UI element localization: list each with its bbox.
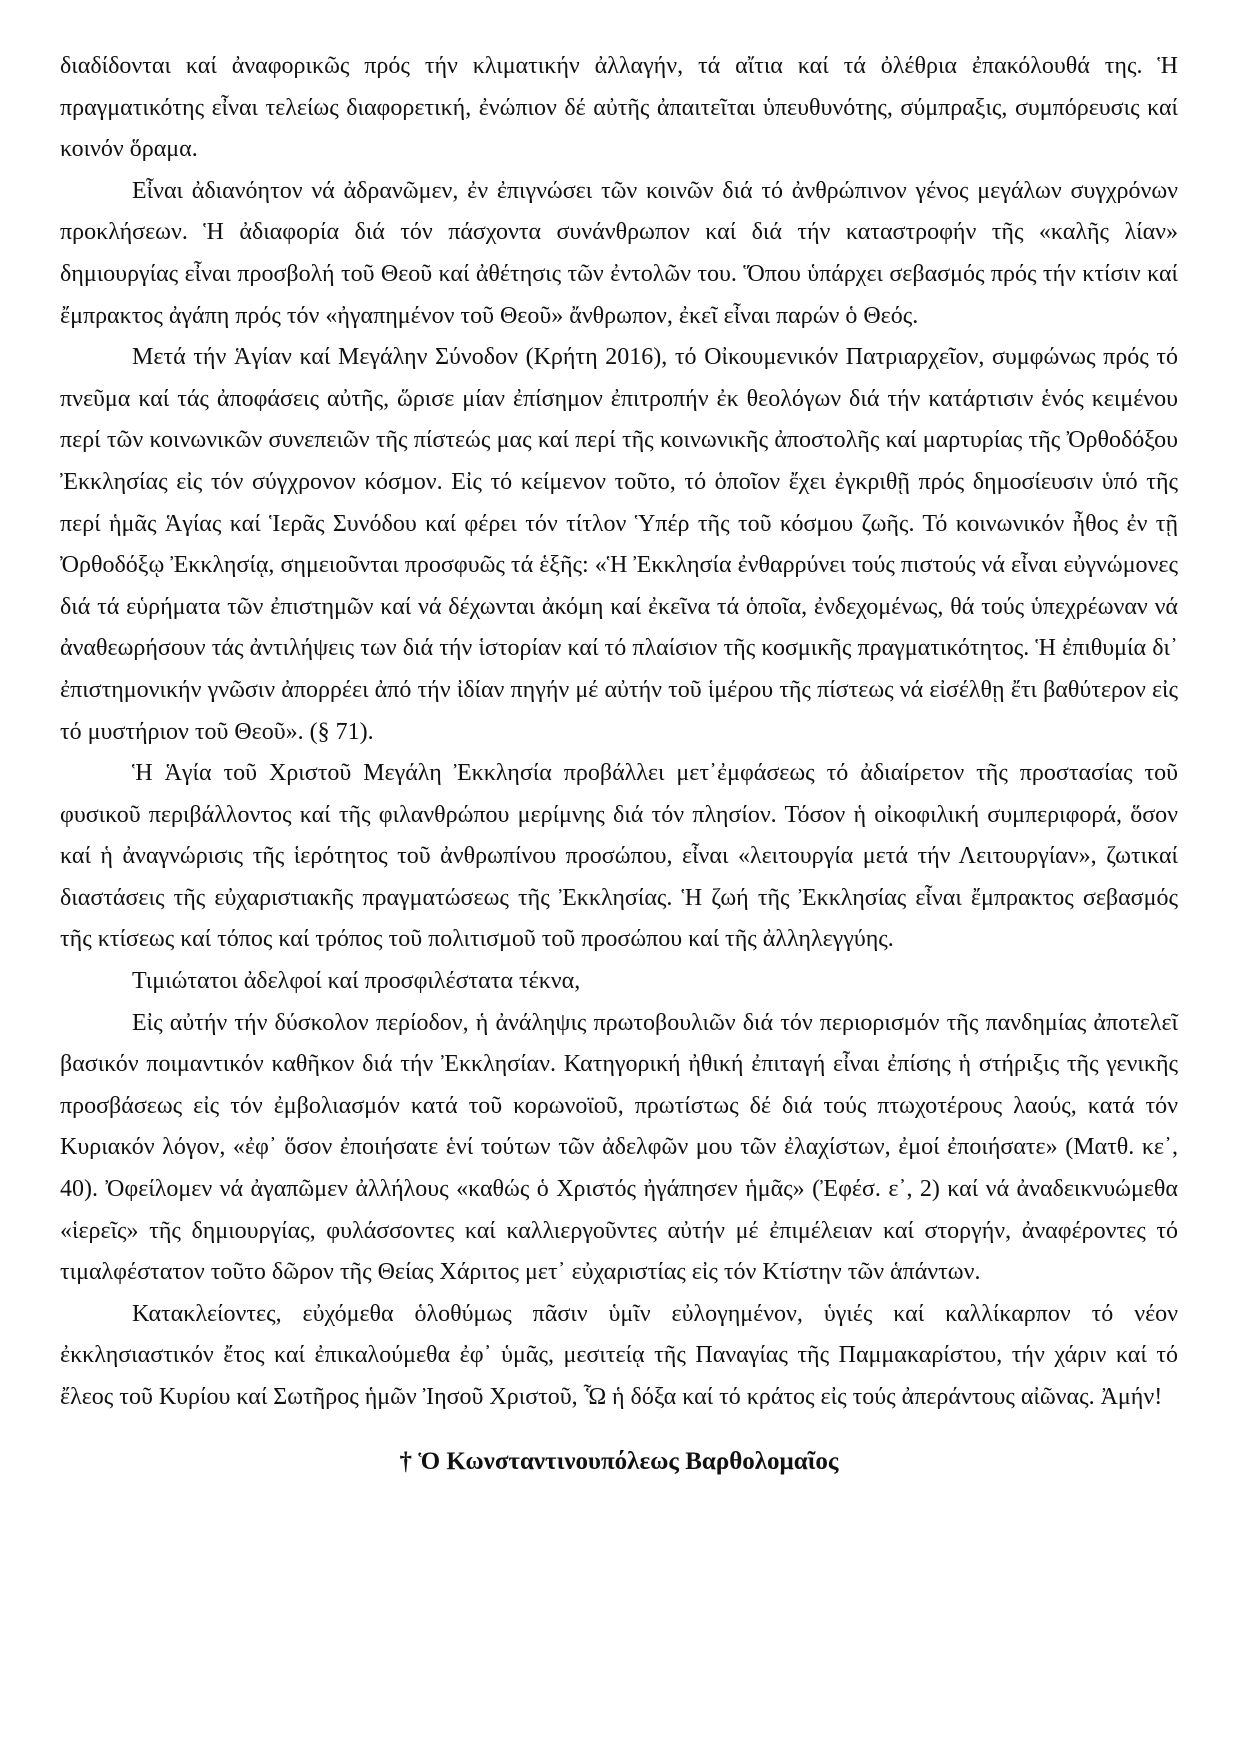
document-page: [60, 46, 1178, 1482]
paragraph-synod-document: Μετά τήν Ἁγίαν καί Μεγάλην Σύνοδον (Κρήτη 2016), τό Οἰκουμενικόν Πατριαρχεῖον, συμφώνως πρός τό πνεῦμα καί τάς ἀποφάσεις αὐτῆς, ὥρισε μίαν ἐπίσημον ἐπιτροπήν ἐκ θεολόγων διά τήν κατάρτισιν ἑνός κειμένου περί τῶν κοινωνικῶν συνεπειῶν τῆς πίστεώς μας καί περί τῆς κοινωνικῆς ἀποστολῆς καί μαρτυρίας τῆς Ὀρθοδόξου Ἐκκλησίας εἰς τόν σύγχρονον κόσμον. Εἰς τό κείμενον τοῦτο, τό ὁποῖον ἔχει ἐγκριθῇ πρός δημοσίευσιν ὑπό τῆς περί ἡμᾶς Ἁγίας καί Ἱερᾶς Συνόδου καί φέρει τόν τίτλον Ὑπέρ τῆς τοῦ κόσμου ζωῆς. Τό κοινωνικόν ἦθος ἐν τῇ Ὀρθοδόξῳ Ἐκκλησίᾳ, σημειοῦνται προσφυῶς τά ἑξῆς: «Ἡ Ἐκκλησία ἐνθαρρύνει τούς πιστούς νά εἶναι εὐγνώμονες διά τά εὑρήματα τῶν ἐπιστημῶν καί νά δέχωνται ἀκόμη καί ἐκεῖνα τά ὁποῖα, ἐνδεχομένως, θά τούς ὑπεχρέωναν νά ἀναθεωρήσουν τάς ἀντιλήψεις των διά τήν ἱστορίαν καί τό πλαίσιον τῆς κοσμικῆς πραγματικότητος. Ἡ ἐπιθυμία δι᾽ ἐπιστημονικήν γνῶσιν ἀπορρέει ἀπό τήν ἰδίαν πηγήν μέ αὐτήν τοῦ ἱμέρου τῆς πίστεως νά εἰσέλθῃ ἔτι βαθύτερον εἰς τό μυστήριον τοῦ Θεοῦ». (§ 71).: [60, 344, 1178, 745]
paragraph-continuation: διαδίδονται καί ἀναφορικῶς πρός τήν κλιματικήν ἀλλαγήν, τά αἴτια καί τά ὀλέθρια ἐπακόλουθά της. Ἡ πραγματικότης εἶναι τελείως διαφορετική, ἐνώπιον δέ αὐτῆς ἀπαιτεῖται ὑπευθυνότης, σύμπραξις, συμπόρευσις καί κοινόν ὅραμα.: [60, 53, 1178, 163]
paragraph-pandemic: Εἰς αὐτήν τήν δύσκολον περίοδον, ἡ ἀνάληψις πρωτοβουλιῶν διά τόν περιορισμόν τῆς πανδημίας ἀποτελεῖ βασικόν ποιμαντικόν καθῆκον διά τήν Ἐκκλησίαν. Κατηγορική ἠθική ἐπιταγή εἶναι ἐπίσης ἡ στήριξις τῆς γενικῆς προσβάσεως εἰς τόν ἐμβολιασμόν κατά τοῦ κορωνοϊοῦ, πρωτίστως δέ διά τούς πτωχοτέρους λαούς, κατά τόν Κυριακόν λόγον, «ἐφ᾽ ὅσον ἐποιήσατε ἑνί τούτων τῶν ἀδελφῶν μου τῶν ἐλαχίστων, ἐμοί ἐποιήσατε» (Ματθ. κε᾽, 40). Ὀφείλομεν νά ἀγαπῶμεν ἀλλήλους «καθώς ὁ Χριστός ἠγάπησεν ἡμᾶς» (Ἐφέσ. ε᾽, 2) καί νά ἀναδεικνυώμεθα «ἱερεῖς» τῆς δημιουργίας, φυλάσσοντες καί καλλιεργοῦντες αὐτήν μέ ἐπιμέλειαν καί στοργήν, ἀναφέροντες τό τιμαλφέστατον τοῦτο δῶρον τῆς Θείας Χάριτος μετ᾽ εὐχαριστίας εἰς τόν Κτίστην τῶν ἁπάντων.: [60, 1009, 1178, 1286]
paragraph-inaction: Εἶναι ἀδιανόητον νά ἀδρανῶμεν, ἐν ἐπιγνώσει τῶν κοινῶν διά τό ἀνθρώπινον γένος μεγάλων συγχρόνων προκλήσεων. Ἡ ἀδιαφορία διά τόν πάσχοντα συνάνθρωπον καί διά τήν καταστροφήν τῆς «καλῆς λίαν» δημιουργίας εἶναι προσβολή τοῦ Θεοῦ καί ἀθέτησις τῶν ἐντολῶν του. Ὅπου ὑπάρχει σεβασμός πρός τήν κτίσιν καί ἔμπρακτος ἀγάπη πρός τόν «ἠγαπημένον τοῦ Θεοῦ» ἄνθρωπον, ἐκεῖ εἶναι παρών ὁ Θεός.: [60, 177, 1178, 329]
signature: † Ὁ Κωνσταντινουπόλεως Βαρθολομαῖος: [399, 1447, 839, 1475]
paragraph-environment: Ἡ Ἁγία τοῦ Χριστοῦ Μεγάλη Ἐκκλησία προβάλλει μετ᾽ἐμφάσεως τό ἀδιαίρετον τῆς προστασίας τοῦ φυσικοῦ περιβάλλοντος καί τῆς φιλανθρώπου μερίμνης διά τόν πλησίον. Τόσον ἡ οἰκοφιλική συμπεριφορά, ὅσον καί ἡ ἀναγνώρισις τῆς ἱερότητος τοῦ ἀνθρωπίνου προσώπου, εἶναι «λειτουργία μετά τήν Λειτουργίαν», ζωτικαί διαστάσεις τῆς εὐχαριστιακῆς πραγματώσεως τῆς Ἐκκλησίας. Ἡ ζωή τῆς Ἐκκλησίας εἶναι ἔμπρακτος σεβασμός τῆς κτίσεως καί τόπος καί τρόπος τοῦ πολιτισμοῦ τοῦ προσώπου καί τῆς ἀλληλεγγύης.: [60, 760, 1178, 953]
paragraph-salutation: Τιμιώτατοι ἀδελφοί καί προσφιλέστατα τέκνα,: [132, 968, 581, 995]
paragraph-closing-blessing: Κατακλείοντες, εὐχόμεθα ὁλοθύμως πᾶσιν ὑμῖν εὐλογημένον, ὑγιές καί καλλίκαρπον τό νέον ἐκκλησιαστικόν ἔτος καί ἐπικαλούμεθα ἐφ᾽ ὑμᾶς, μεσιτείᾳ τῆς Παναγίας τῆς Παμμακαρίστου, τήν χάριν καί τό ἔλεος τοῦ Κυρίου καί Σωτῆρος ἡμῶν Ἰησοῦ Χριστοῦ, Ὧ ἡ δόξα καί τό κράτος εἰς τούς ἀπεράντους αἰῶνας. Ἀμήν!: [60, 1300, 1178, 1410]
